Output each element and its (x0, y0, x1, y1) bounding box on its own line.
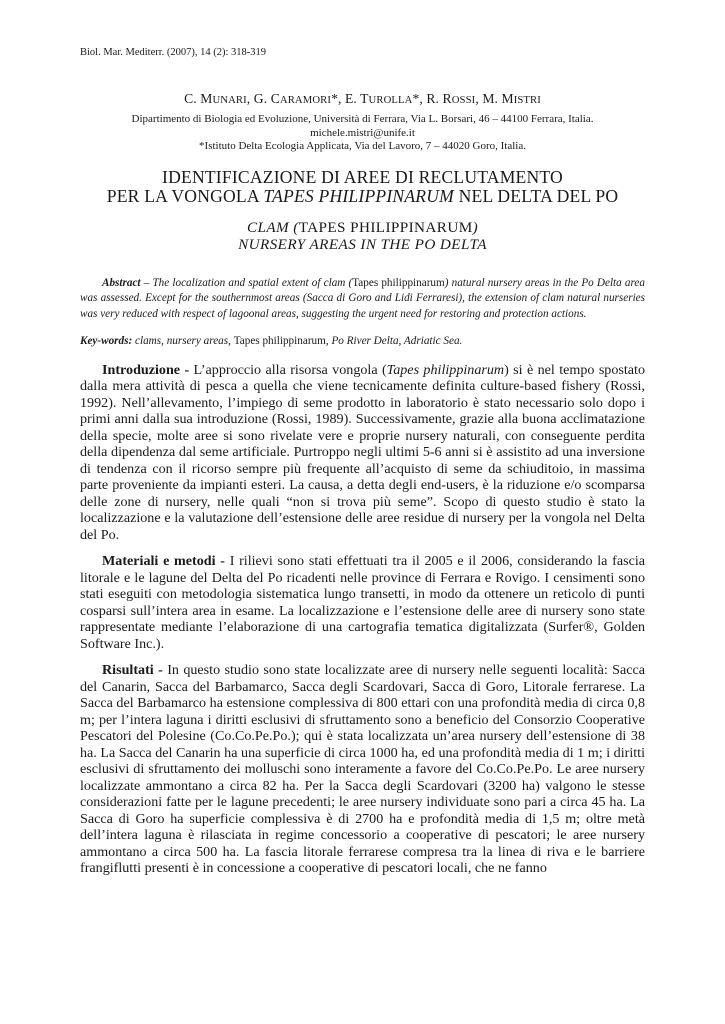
journal-reference: Biol. Mar. Mediterr. (2007), 14 (2): 318-319 (80, 47, 267, 58)
author: G. CARAMORI*, (253, 91, 345, 106)
section-introduzione: Introduzione - L’approccio alla risorsa vongola (Tapes philippinarum) si è nel tempo spostato dalla mera attività di pesca a quella che viene tecnicamente definita culture-based fishery (Rossi, 1992). Nell’allevamento, l’impiego di seme prodotto in laboratorio è stato necessario solo dopo i primi anni dalla sua introduzione (Rossi, 1989). Successivamente, grazie alla buona acclimatazione della specie, molte aree si sono rivelate vere e proprie nursery naturali, con conseguente perdita della dipendenza dal seme artificiale. Purtroppo negli ultimi 5-6 anni si è assistito ad una inversione di tendenza con il ricorso sempre più frequente all’acquisto di seme da schiuditoio, in massima parte proveniente da impianti esteri. La causa, a detta degli end-users, è la riduzione e/o scomparsa delle zone di nursery, nelle quali “non si trova più seme”. Scopo di questo studio è stato la localizzazione e la valutazione dell’estensione delle aree residue di nursery per la vongola nel Delta del Po. (80, 361, 646, 543)
affiliation-primary: Dipartimento di Biologia ed Evoluzione, Università di Ferrara, Via L. Borsari, 46 – 44100 Ferrara, Italia. (131, 113, 594, 125)
paper-page (80, 46, 645, 877)
species-name: Tapes philippinarum (352, 276, 445, 289)
section-heading: Introduzione - (102, 361, 194, 378)
section-risultati: Risultati - In questo studio sono state localizzate aree di nursery nelle seguenti località: Sacca del Canarin, Sacca del Barbamarco, Sacca degli Scardovari, Sacca di Goro, Litorale ferrarese. La Sacca del Barbamarco ha estensione complessiva di 800 ettari con una profondità media di circa 0,8 m; per l’intera laguna i diritti esclusivi di sfruttamento sono a beneficio del Consorzio Cooperative Pescatori del Polesine (Co.Co.Pe.Po.); qui è stata localizzata un’area nursery dell’estensione di 38 ha. La Sacca del Canarin ha una superficie di circa 1000 ha, ed una profondità media di 1 m; i diritti esclusivi di sfruttamento dei molluschi sono interamente a favore del Co.Co.Pe.Po. Le aree nursery localizzate ammontano a circa 82 ha. Per la Sacca degli Scardovari (3200 ha) valgono le stesse considerazioni fatte per le lagune precedenti; le aree nursery individuate sono pari a circa 45 ha. La Sacca di Goro ha superficie complessiva è di 2700 ha e profondità media di 1,5 m; oltre metà dell’intera laguna è rilasciata in regime concessorio a cooperative di pescatori; le aree nursery ammontano a circa 500 ha. La fascia litorale ferrarese compresa tra la linea di riva e le barriere frangiflutti presenti è in concessione a cooperative di pescatori locali, che ne fanno (80, 662, 645, 876)
section-heading: Risultati - (102, 662, 168, 678)
author-list (80, 90, 645, 109)
keywords: Key-words: clams, nursery areas, Tapes philippinarum, Po River Delta, Adriatic Sea. (80, 335, 463, 347)
author: E. TUROLLA*, (344, 91, 427, 106)
species-name: TAPES PHILIPPINARUM (263, 186, 455, 206)
species-name: TAPES PHILIPPINARUM (298, 218, 473, 236)
author: C. MUNARI, (184, 91, 254, 106)
keywords-label: Key-words: (80, 335, 133, 347)
abstract: Abstract – The localization and spatial extent of clam (Tapes philippinarum) natural nursery areas in the Po Delta area was assessed. Except for the southernmost areas (Sacca di Goro and Lidi Ferraresi), the extension of clam natural nurseries was very reduced with respect of lagoonal areas, suggesting the urgent need for restoring and protection actions. (80, 276, 645, 320)
affiliation-secondary: *Istituto Delta Ecologia Applicata, Via del Lavoro, 7 – 44020 Goro, Italia. (199, 140, 526, 152)
section-heading: Materiali e metodi - (102, 553, 230, 569)
species-name: Tapes philippinarum (233, 335, 326, 347)
author: R. ROSSI, (426, 91, 483, 106)
section-materiali-metodi: Materiali e metodi - I rilievi sono stati effettuati tra il 2005 e il 2006, considerando la fascia litorale e le lagune del Delta del Po ricadenti nelle province di Ferrara e Rovigo. I censimenti sono stati eseguiti con metodologia sistematica lungo transetti, in modo da ottenere un reticolo di punti cosparsi sull’intera area in esame. La localizzazione e l’estensione delle aree di nursery sono state rappresentate mediante l’elaborazione di una cartografia tematica digitalizzata (Surfer®, Golden Software Inc.). (80, 553, 645, 652)
affiliations (80, 113, 645, 154)
author: M. MISTRI (482, 91, 541, 106)
english-title: CLAM (TAPES PHILIPPINARUM) NURSERY AREAS IN THE PO DELTA (238, 218, 487, 253)
species-name: Tapes philippinarum (386, 361, 505, 378)
author-email[interactable]: michele.mistri@unife.it (310, 126, 415, 139)
paper-title: IDENTIFICAZIONE DI AREE DI RECLUTAMENTO PER LA VONGOLA TAPES PHILIPPINARUM NEL DELTA DEL PO (106, 166, 619, 206)
abstract-label: Abstract (102, 276, 141, 289)
